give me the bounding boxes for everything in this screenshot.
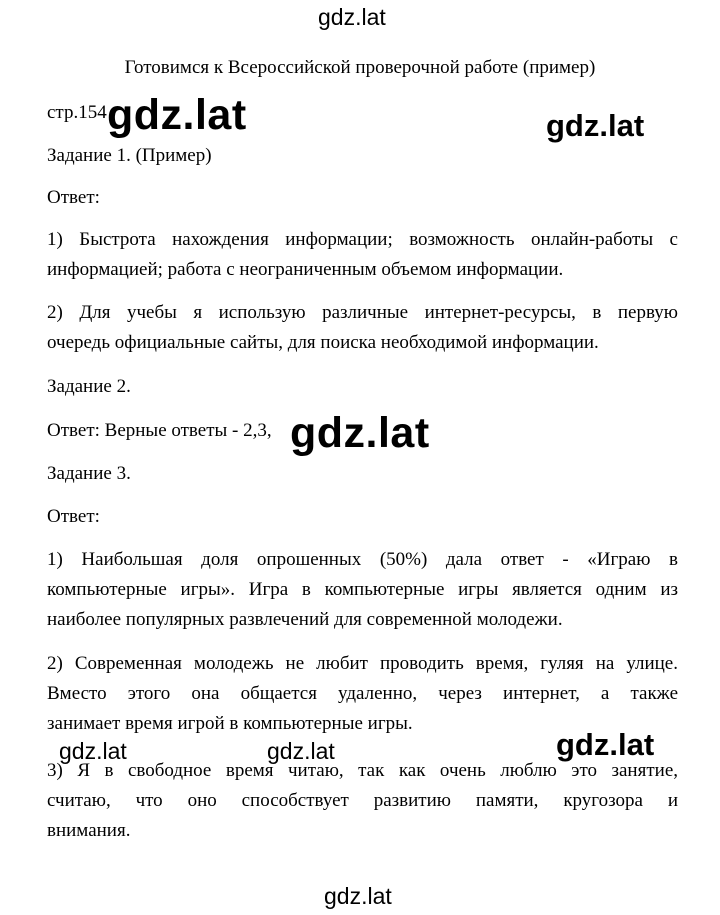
text-line: 2) Современная молодежь не любит проводить время, гуляя на улице. [47,653,678,674]
task2-title: Задание 2. [47,376,131,397]
text-line: 3) Я в свободное время читаю, так как очень люблю это занятие, [47,760,678,781]
text-line: 2) Для учебы я использую различные интернет-ресурсы, в первую [47,302,678,323]
text-line: компьютерные игры». Игра в компьютерные игры является одним из [47,579,678,600]
watermark-header-right: gdz.lat [546,108,645,143]
text-line: внимания. [47,820,131,841]
task3-title: Задание 3. [47,463,131,484]
text-line: Вместо этого она общается удаленно, через интернет, а также [47,683,678,704]
task3-paragraph-2 [47,649,678,739]
task1-answer-label: Ответ: [47,187,100,208]
page-reference: стр.154 [47,102,107,123]
text-line: 1) Наибольшая доля опрошенных (50%) дала ответ - «Играю в [47,549,678,570]
text-line: считаю, что оно способствует развитию памяти, кругозора и [47,790,678,811]
task3-answer-label: Ответ: [47,506,100,527]
task1-title: Задание 1. (Пример) [47,145,212,166]
task1-paragraph-1 [47,225,678,285]
watermark-footer: gdz.lat [324,883,392,909]
text-line: наиболее популярных развлечений для современной молодежи. [47,609,563,630]
text-line: 1) Быстрота нахождения информации; возможность онлайн-работы с [47,229,678,250]
document-heading: Готовимся к Всероссийской проверочной работе (пример) [124,57,596,78]
task1-paragraph-2 [47,298,678,358]
text-line: очередь официальные сайты, для поиска необходимой информации. [47,332,599,353]
watermark-middle: gdz.lat [290,409,430,457]
task2-answer: Ответ: Верные ответы - 2,3, [47,420,272,441]
text-line: информацией; работа с неограниченным объемом информации. [47,259,564,280]
watermark-top: gdz.lat [318,4,386,30]
watermark-bottom-left: gdz.lat [59,738,127,764]
watermark-bottom-right: gdz.lat [556,727,655,762]
watermark-header-left: gdz.lat [107,91,247,139]
task3-paragraph-3 [47,756,678,846]
watermark-bottom-center: gdz.lat [267,738,335,764]
text-line: занимает время игрой в компьютерные игры. [47,713,413,734]
task3-paragraph-1 [47,545,678,635]
